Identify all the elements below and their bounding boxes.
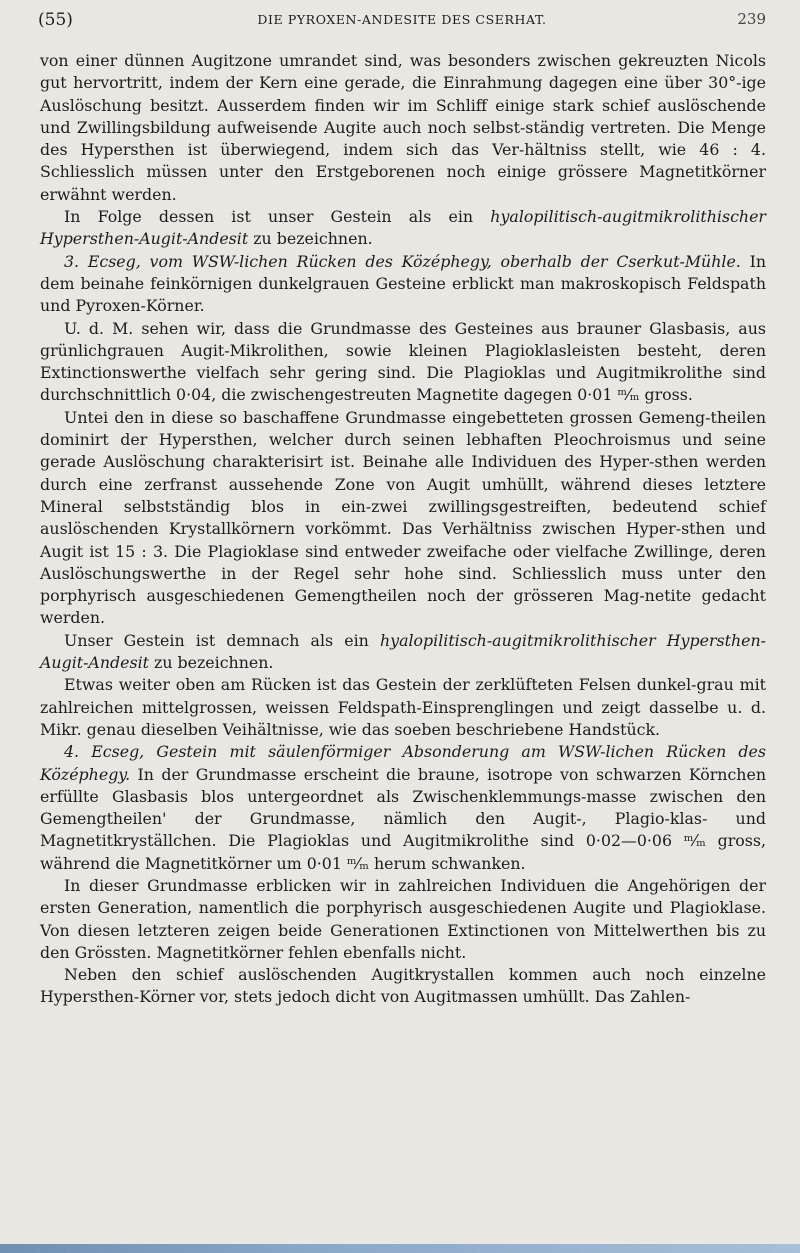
text-span: Untei den in diese so baschaffene Grundmasse eingebetteten grossen Gemeng-theilen dominirt der Hypersthen, welcher durch seinen lebhaften Pleochroismus und seine gerade Auslöschung charakterisirt ist. Beinahe alle Individuen des Hyper-sthen werden durch eine zerfranst aussehende Zone von Augit umhüllt, während dieses letztere Mineral selbstständig blos in ein-zwei zwillingsgestreiften, bedeutend schief auslöschenden Krystallkörnern vorkömmt. Das Verhältniss zwischen Hyper-sthen und Augit ist 15 : 3. Die Plagioklase sind entweder zweifache oder vielfache Zwillinge, deren Auslöschungswerthe in der Regel sehr hohe sind. Schliesslich muss unter den porphyrisch ausgeschiedenen Gemengtheilen noch der grösseren Mag-netite gedacht werden. (40, 407, 766, 628)
paragraph (40, 50, 766, 206)
paragraph (40, 318, 766, 407)
scan-edge-bar (0, 1244, 800, 1253)
paragraph (40, 251, 766, 318)
italic-text-span: hyalopilitisch-augitmikrolithischer Hypersthen-Augit-Andesit (40, 630, 766, 673)
text-span: In dem beinahe feinkörnigen dunkelgrauen Gesteine erblickt man makroskopisch Feldspath und Pyroxen-Körner. (40, 251, 766, 316)
italic-text-span: hyalopilitisch-augitmikrolithischer Hypersthen-Augit-Andesit (40, 207, 766, 249)
page-number: (55) (38, 10, 73, 30)
paragraph (40, 407, 766, 630)
text-span: Unser Gestein ist demnach als ein (64, 630, 380, 650)
paragraph (40, 741, 766, 875)
running-header (38, 10, 766, 32)
paragraph (40, 630, 766, 675)
text-span: U. d. M. sehen wir, dass die Grundmasse des Gesteines aus brauner Glasbasis, aus grünlichgrauen Augit-Mikrolithen, sowie kleinen Plagioklasleisten besteht, deren Extinctionswerthe vielfach sehr gering sind. Die Plagioklas und Augitmikrolithe sind durchschnittlich 0·04, die zwischengestreuten Magnetite dagegen 0·01 ᵐ⁄ₘ gross. (40, 318, 766, 405)
paragraph (40, 206, 766, 251)
folio-number: 239 (737, 10, 766, 28)
text-span: In der Grundmasse erscheint die braune, isotrope von schwarzen Körnchen erfüllte Glasbasis blos untergeordnet als Zwischenklemmungs-masse zwischen den Gemengtheilen' der Grundmasse, nämlich den Augit-, Plagio-klas- und Magnetitkryställchen. Die Plagioklas und Augitmikrolithe sind 0·02—0·06 ᵐ⁄ₘ gross, während die Magnetitkörner um 0·01 ᵐ⁄ₘ herum schwanken. (40, 764, 766, 873)
text-span: zu bezeichnen. (148, 653, 274, 673)
text-span: Neben den schief auslöschenden Augitkrystallen kommen auch noch einzelne Hypersthen-Körner vor, stets jedoch dicht von Augitmassen umhüllt. Das Zahlen- (40, 965, 766, 1007)
text-span: In Folge dessen ist unser Gestein als ein (64, 207, 491, 227)
text-span: Etwas weiter oben am Rücken ist das Gestein der zerklüfteten Felsen dunkel-grau mit zahlreichen mittelgrossen, weissen Feldspath-Einsprenglingen und zeigt dasselbe u. d. Mikr. genau dieselben Veihältnisse, wie das soeben beschriebene Handstück. (40, 675, 766, 739)
text-span: zu bezeichnen. (248, 229, 373, 249)
paragraph (40, 674, 766, 741)
body-text (40, 50, 766, 1009)
italic-text-span: 4. Ecseg, Gestein mit säulenförmiger Absonderung am WSW-lichen Rücken des Középhegy. (40, 742, 766, 784)
text-span: In dieser Grundmasse erblicken wir in zahlreichen Individuen die Angehörigen der ersten Generation, namentlich die porphyrisch ausgeschiedenen Augite und Plagioklase. Von diesen letzteren zeigen beide Generationen Extinctionen von Mittelwerthen bis zu den Grössten. Magnetitkörner fehlen ebenfalls nicht. (40, 875, 766, 962)
running-title: DIE PYROXEN-ANDESITE DES CSERHAT. (257, 12, 547, 27)
paragraph (40, 875, 766, 964)
italic-text-span: 3. Ecseg, vom WSW-lichen Rücken des Középhegy, oberhalb der Cserkut-Mühle. (64, 251, 741, 271)
text-span: von einer dünnen Augitzone umrandet sind, was besonders zwischen gekreuzten Nicols gut hervortritt, indem der Kern eine gerade, die Einrahmung dagegen eine über 30°-ige Auslöschung besitzt. Ausserdem finden wir im Schliff einige stark schief auslöschende und Zwillingsbildung aufweisende Augite auch noch selbst-ständig vertreten. Die Menge des Hypersthen ist überwiegend, indem sich das Ver-hältniss stellt, wie 46 : 4. Schliesslich müssen unter den Erstgeborenen noch einige grössere Magnetitkörner erwähnt werden. (40, 51, 766, 204)
paragraph (40, 964, 766, 1009)
